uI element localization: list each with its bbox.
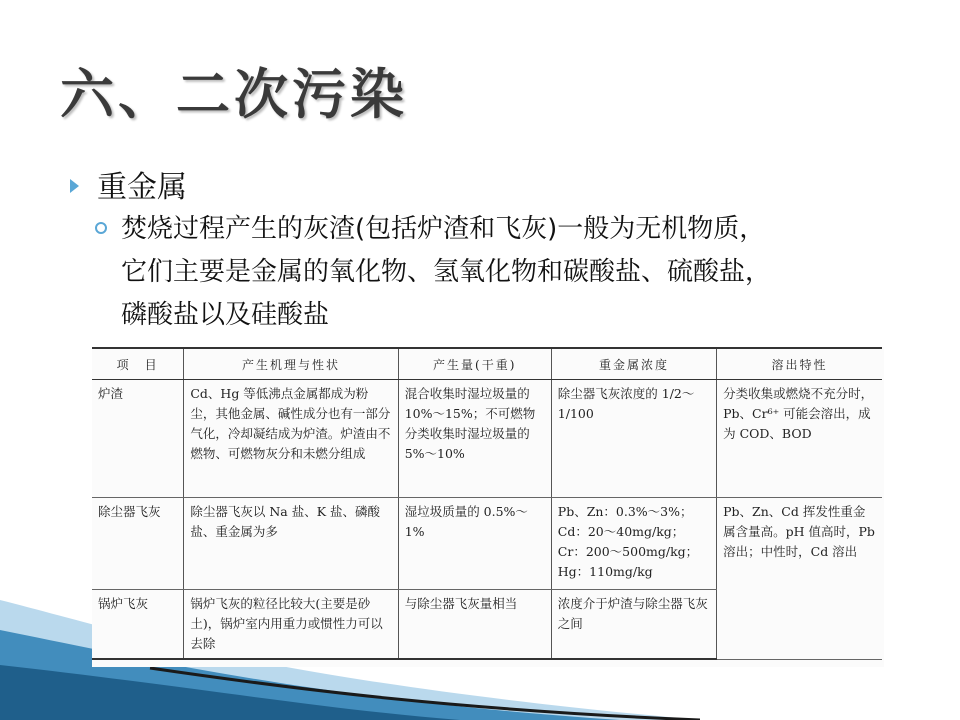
sub-bullet-ash-description [95, 208, 895, 337]
triangle-bullet-icon [70, 179, 79, 193]
header-item: 项 目 [92, 348, 184, 380]
circle-bullet-icon [95, 222, 107, 234]
table-row [92, 380, 882, 498]
row-concentration: 除尘器飞灰浓度的 1/2～1/100 [551, 380, 716, 498]
sub-bullet-line: 焚烧过程产生的灰渣(包括炉渣和飞灰)一般为无机物质， [121, 214, 766, 244]
scanned-table [92, 347, 884, 667]
header-mechanism: 产生机理与性状 [184, 348, 398, 380]
sub-bullet-text [121, 208, 881, 337]
row-mechanism: 除尘器飞灰以 Na 盐、K 盐、磷酸盐、重金属为多 [184, 498, 398, 590]
table-header-row [92, 348, 882, 380]
row-leaching: 分类收集或燃烧不充分时，Pb、Cr⁶⁺ 可能会溶出，成为 COD、BOD [717, 380, 882, 498]
table-row [92, 498, 882, 590]
heavy-metal-table [92, 347, 882, 660]
bullet-heavy-metals [70, 162, 187, 206]
row-name: 炉渣 [92, 380, 184, 498]
sub-bullet-line: 磷酸盐以及硅酸盐 [121, 300, 330, 330]
row-amount: 湿垃圾质量的 0.5%～1% [398, 498, 551, 590]
row-concentration: Pb、Zn：0.3%～3%；Cd：20～40mg/kg；Cr：200～500mg/kg；Hg：110mg/kg [551, 498, 716, 590]
header-concentration: 重金属浓度 [551, 348, 716, 380]
row-concentration: 浓度介于炉渣与除尘器飞灰之间 [551, 590, 716, 660]
slide-title: 六、二次污染 [60, 63, 408, 126]
header-leaching: 溶出特性 [717, 348, 882, 380]
row-mechanism: 锅炉飞灰的粒径比较大(主要是砂土)，锅炉室内用重力或惯性力可以去除 [184, 590, 398, 660]
row-name: 锅炉飞灰 [92, 590, 184, 660]
bullet1-text: 重金属 [97, 170, 187, 205]
row-amount: 与除尘器飞灰量相当 [398, 590, 551, 660]
row-leaching: Pb、Zn、Cd 挥发性重金属含量高。pH 值高时，Pb 溶出；中性时，Cd 溶出 [717, 498, 882, 660]
row-mechanism: Cd、Hg 等低沸点金属都成为粉尘，其他金属、碱性成分也有一部分气化，冷却凝结成为炉渣。炉渣由不燃物、可燃物灰分和未燃分组成 [184, 380, 398, 498]
header-amount: 产生量(干重) [398, 348, 551, 380]
row-amount: 混合收集时湿垃圾量的 10%～15%；不可燃物分类收集时湿垃圾量的 5%～10% [398, 380, 551, 498]
sub-bullet-line: 它们主要是金属的氧化物、氢氧化物和碳酸盐、硫酸盐， [121, 257, 772, 287]
row-name: 除尘器飞灰 [92, 498, 184, 590]
